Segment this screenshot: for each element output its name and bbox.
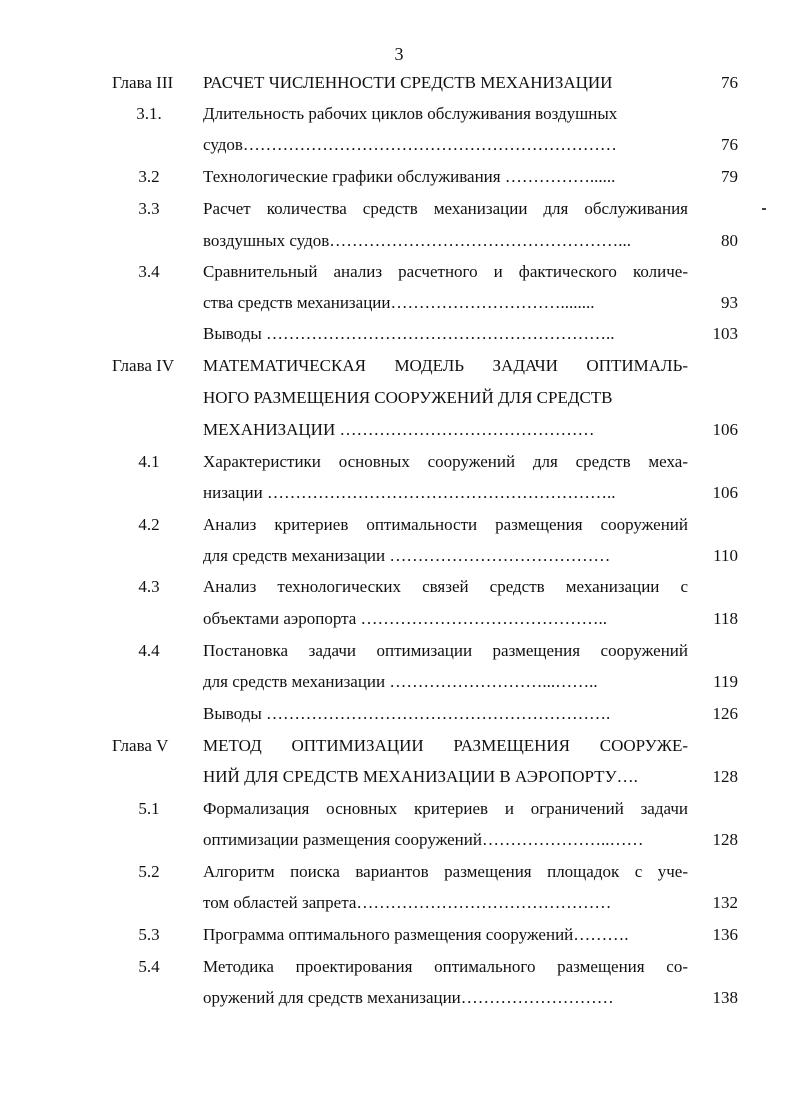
section-number: 3.4 <box>138 262 160 281</box>
page-ref: 106 <box>712 420 738 439</box>
toc-entry-5-1 <box>0 797 798 821</box>
toc-entry-3-3-cont <box>0 229 798 253</box>
page-ref: 76 <box>721 135 738 154</box>
toc-entry-3-2 <box>0 165 798 189</box>
section-title: Анализ технологических связей средств механизации с <box>203 577 688 596</box>
toc-entry-5-4-cont <box>0 986 798 1010</box>
section-number: 4.2 <box>138 515 160 534</box>
section-title-cont: оптимизации размещения сооружений…………………..…… <box>203 830 644 849</box>
chapter-title-cont: МЕХАНИЗАЦИИ ……………………………………… <box>203 420 595 439</box>
page-ref: 79 <box>721 167 738 186</box>
toc-entry-3-4 <box>0 260 798 284</box>
chapter-title: МЕТОД ОПТИМИЗАЦИИ РАЗМЕЩЕНИЯ СООРУЖЕ- <box>203 736 688 755</box>
section-number: 5.2 <box>138 862 160 881</box>
page-ref: 106 <box>712 483 738 502</box>
page-ref: 76 <box>721 73 738 92</box>
toc-entry-5-1-cont <box>0 828 798 852</box>
toc-entry-5-3 <box>0 923 798 947</box>
toc-entry-5-2-cont <box>0 891 798 915</box>
section-title-cont: для средств механизации ………………………………… <box>203 546 611 565</box>
page-ref: 110 <box>713 546 738 565</box>
section-title: Формализация основных критериев и ограничений задачи <box>203 799 688 818</box>
page-ref: 132 <box>712 893 738 912</box>
page-ref: 93 <box>721 293 738 312</box>
toc-entry-4-3-cont <box>0 607 798 631</box>
section-title-cont: судов………………………………………………………… <box>203 135 617 154</box>
section-number: 3.2 <box>138 167 160 186</box>
section-number: 4.1 <box>138 452 160 471</box>
toc-entry-4-1 <box>0 450 798 474</box>
page-ref: 136 <box>712 925 738 944</box>
toc-entry-3-1 <box>0 102 798 126</box>
toc-entry-4-3 <box>0 575 798 599</box>
toc-chapter-4-cont <box>0 386 798 410</box>
chapter-number: Глава III <box>112 73 174 92</box>
section-number: 5.4 <box>138 957 160 976</box>
page-number: 3 <box>394 44 404 64</box>
section-number: 3.1. <box>136 104 162 123</box>
section-title: Технологические графики обслуживания ……………...... <box>203 167 616 186</box>
chapter-number: Глава V <box>112 736 169 755</box>
section-title: Характеристики основных сооружений для средств меха- <box>203 452 688 471</box>
section-title: Постановка задачи оптимизации размещения сооружений <box>203 641 688 660</box>
section-number: 4.3 <box>138 577 160 596</box>
section-title: Длительность рабочих циклов обслуживания воздушных <box>203 104 618 123</box>
chapter-number: Глава IV <box>112 356 175 375</box>
chapter-title: РАСЧЕТ ЧИСЛЕННОСТИ СРЕДСТВ МЕХАНИЗАЦИИ <box>203 73 613 92</box>
chapter-title-cont: НОГО РАЗМЕЩЕНИЯ СООРУЖЕНИЙ ДЛЯ СРЕДСТВ <box>203 388 613 407</box>
page-ref: 128 <box>712 830 738 849</box>
toc-conclusions-3 <box>0 322 798 346</box>
toc-entry-5-2 <box>0 860 798 884</box>
section-title: Алгоритм поиска вариантов размещения площадок с уче- <box>203 862 688 881</box>
toc-entry-4-4-cont <box>0 670 798 694</box>
toc-entry-4-2 <box>0 513 798 537</box>
section-number: 4.4 <box>138 641 160 660</box>
toc-chapter-4-cont2 <box>0 418 798 442</box>
section-number: 5.3 <box>138 925 160 944</box>
section-title: Программа оптимального размещения сооружений………. <box>203 925 629 944</box>
section-title-cont: низации …………………………………………………….. <box>203 483 616 502</box>
toc-entry-5-4 <box>0 955 798 979</box>
page-ref: 80 <box>721 231 738 250</box>
section-number: 5.1 <box>138 799 160 818</box>
section-title: Выводы ……………………………………………………. <box>203 704 611 723</box>
toc-entry-3-4-cont <box>0 291 798 315</box>
chapter-title-cont: НИЙ ДЛЯ СРЕДСТВ МЕХАНИЗАЦИИ В АЭРОПОРТУ…. <box>203 767 638 786</box>
toc-chapter-5-cont <box>0 765 798 789</box>
page-ref: 126 <box>712 704 738 723</box>
section-title: Сравнительный анализ расчетного и фактического количе- <box>203 262 688 281</box>
section-title: Выводы …………………………………………………….. <box>203 324 615 343</box>
page-ref: 128 <box>712 767 738 786</box>
section-title-cont: воздушных судов……………………………………………... <box>203 231 632 250</box>
page-ref: 103 <box>712 324 738 343</box>
page-ref: 138 <box>712 988 738 1007</box>
toc-entry-4-2-cont <box>0 544 798 568</box>
section-title-cont: том областей запрета……………………………………… <box>203 893 612 912</box>
scan-speck <box>762 208 766 210</box>
toc-entry-3-1-cont <box>0 133 798 157</box>
toc-entry-4-1-cont <box>0 481 798 505</box>
toc-chapter-5 <box>0 734 798 758</box>
chapter-title: МАТЕМАТИЧЕСКАЯ МОДЕЛЬ ЗАДАЧИ ОПТИМАЛЬ- <box>203 356 688 375</box>
toc-chapter-4 <box>0 354 798 378</box>
section-number: 3.3 <box>138 199 160 218</box>
toc-entry-4-4 <box>0 639 798 663</box>
section-title-cont: оружений для средств механизации……………………… <box>203 988 614 1007</box>
section-title: Расчет количества средств механизации для обслуживания <box>203 199 688 218</box>
toc-entry-3-3 <box>0 197 798 221</box>
toc-chapter-3 <box>0 71 798 95</box>
section-title-cont: ства средств механизации…………………………........ <box>203 293 595 312</box>
section-title-cont: объектами аэропорта …………………………………….. <box>203 609 608 628</box>
page-ref: 118 <box>713 609 738 628</box>
page-ref: 119 <box>713 672 738 691</box>
section-title: Анализ критериев оптимальности размещения сооружений <box>203 515 688 534</box>
toc-conclusions-4 <box>0 702 798 726</box>
section-title: Методика проектирования оптимального размещения со- <box>203 957 688 976</box>
section-title-cont: для средств механизации ………………………...…….. <box>203 672 598 691</box>
